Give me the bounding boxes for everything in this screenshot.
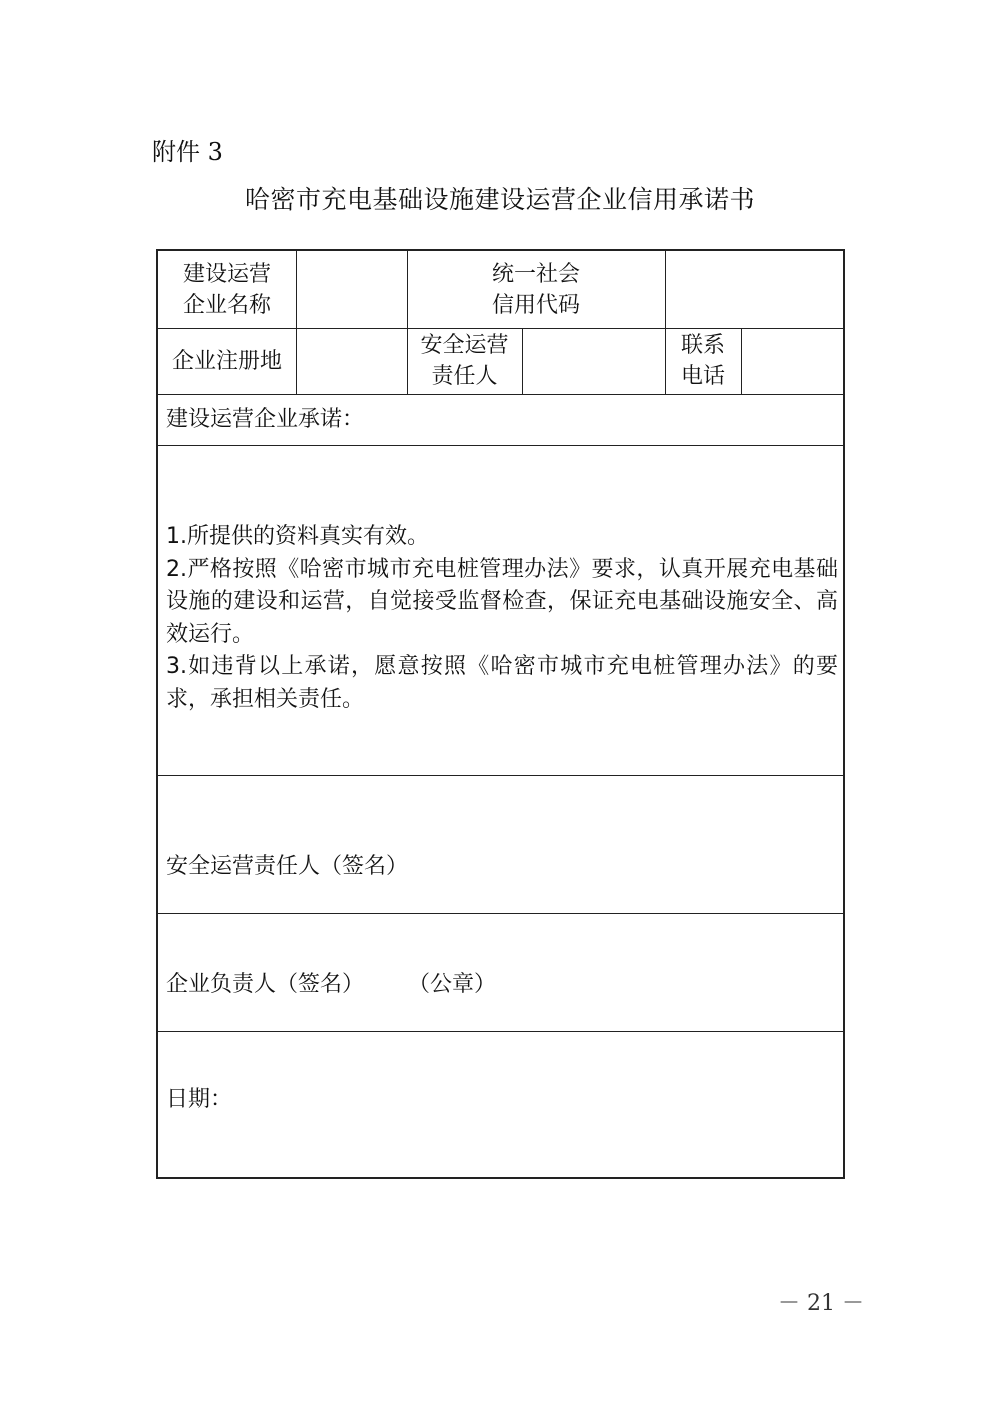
row-divider [158, 913, 843, 914]
company-head-signature-label: 企业负责人（签名） [166, 972, 365, 997]
commitment-item: 3.如违背以上承诺，愿意按照《哈密市城市充电桩管理办法》的要求，承担相关责任。 [166, 654, 838, 712]
company-name-field[interactable] [296, 251, 407, 328]
commitment-list [166, 521, 838, 716]
credit-code-label-line1: 统一社会 [491, 261, 580, 287]
company-name-label-line1: 建设运营 [182, 261, 271, 287]
page-number: － 21 － [778, 1291, 864, 1316]
document-title: 哈密市充电基础设施建设运营企业信用承诺书 [244, 185, 755, 214]
company-name-label-line2: 企业名称 [182, 292, 271, 318]
commitment-form [156, 249, 845, 1179]
row-divider [158, 775, 843, 776]
row-divider [158, 445, 843, 446]
phone-field[interactable] [741, 328, 845, 394]
phone-label [665, 328, 741, 394]
registered-address-label: 企业注册地 [171, 348, 282, 374]
credit-code-label [407, 251, 665, 328]
registered-address-field[interactable] [296, 328, 407, 394]
credit-code-label-line2: 信用代码 [491, 292, 580, 318]
official-seal-label: （公章） [408, 972, 497, 997]
commitment-item: 1.所提供的资料真实有效。 [166, 524, 429, 549]
attachment-label: 附件 3 [152, 138, 223, 166]
phone-label-line2: 电话 [680, 364, 725, 389]
commitment-heading: 建设运营企业承诺： [166, 407, 365, 432]
credit-code-field[interactable] [665, 251, 845, 328]
commitment-item: 2.严格按照《哈密市城市充电桩管理办法》要求，认真开展充电基础设施的建设和运营，自觉接受监督检查，保证充电基础设施安全、高效运行。 [166, 556, 838, 647]
safety-signature-label: 安全运营责任人（签名） [166, 854, 409, 879]
row-divider [158, 1031, 843, 1032]
date-label: 日期： [166, 1087, 233, 1112]
safety-person-label-line2: 责任人 [431, 364, 498, 389]
safety-person-label [407, 328, 522, 394]
safety-person-field[interactable] [522, 328, 665, 394]
phone-label-line1: 联系 [680, 333, 725, 358]
company-name-label [158, 251, 296, 328]
safety-person-label-line1: 安全运营 [420, 333, 509, 358]
company-head-signature-row [166, 969, 836, 1003]
